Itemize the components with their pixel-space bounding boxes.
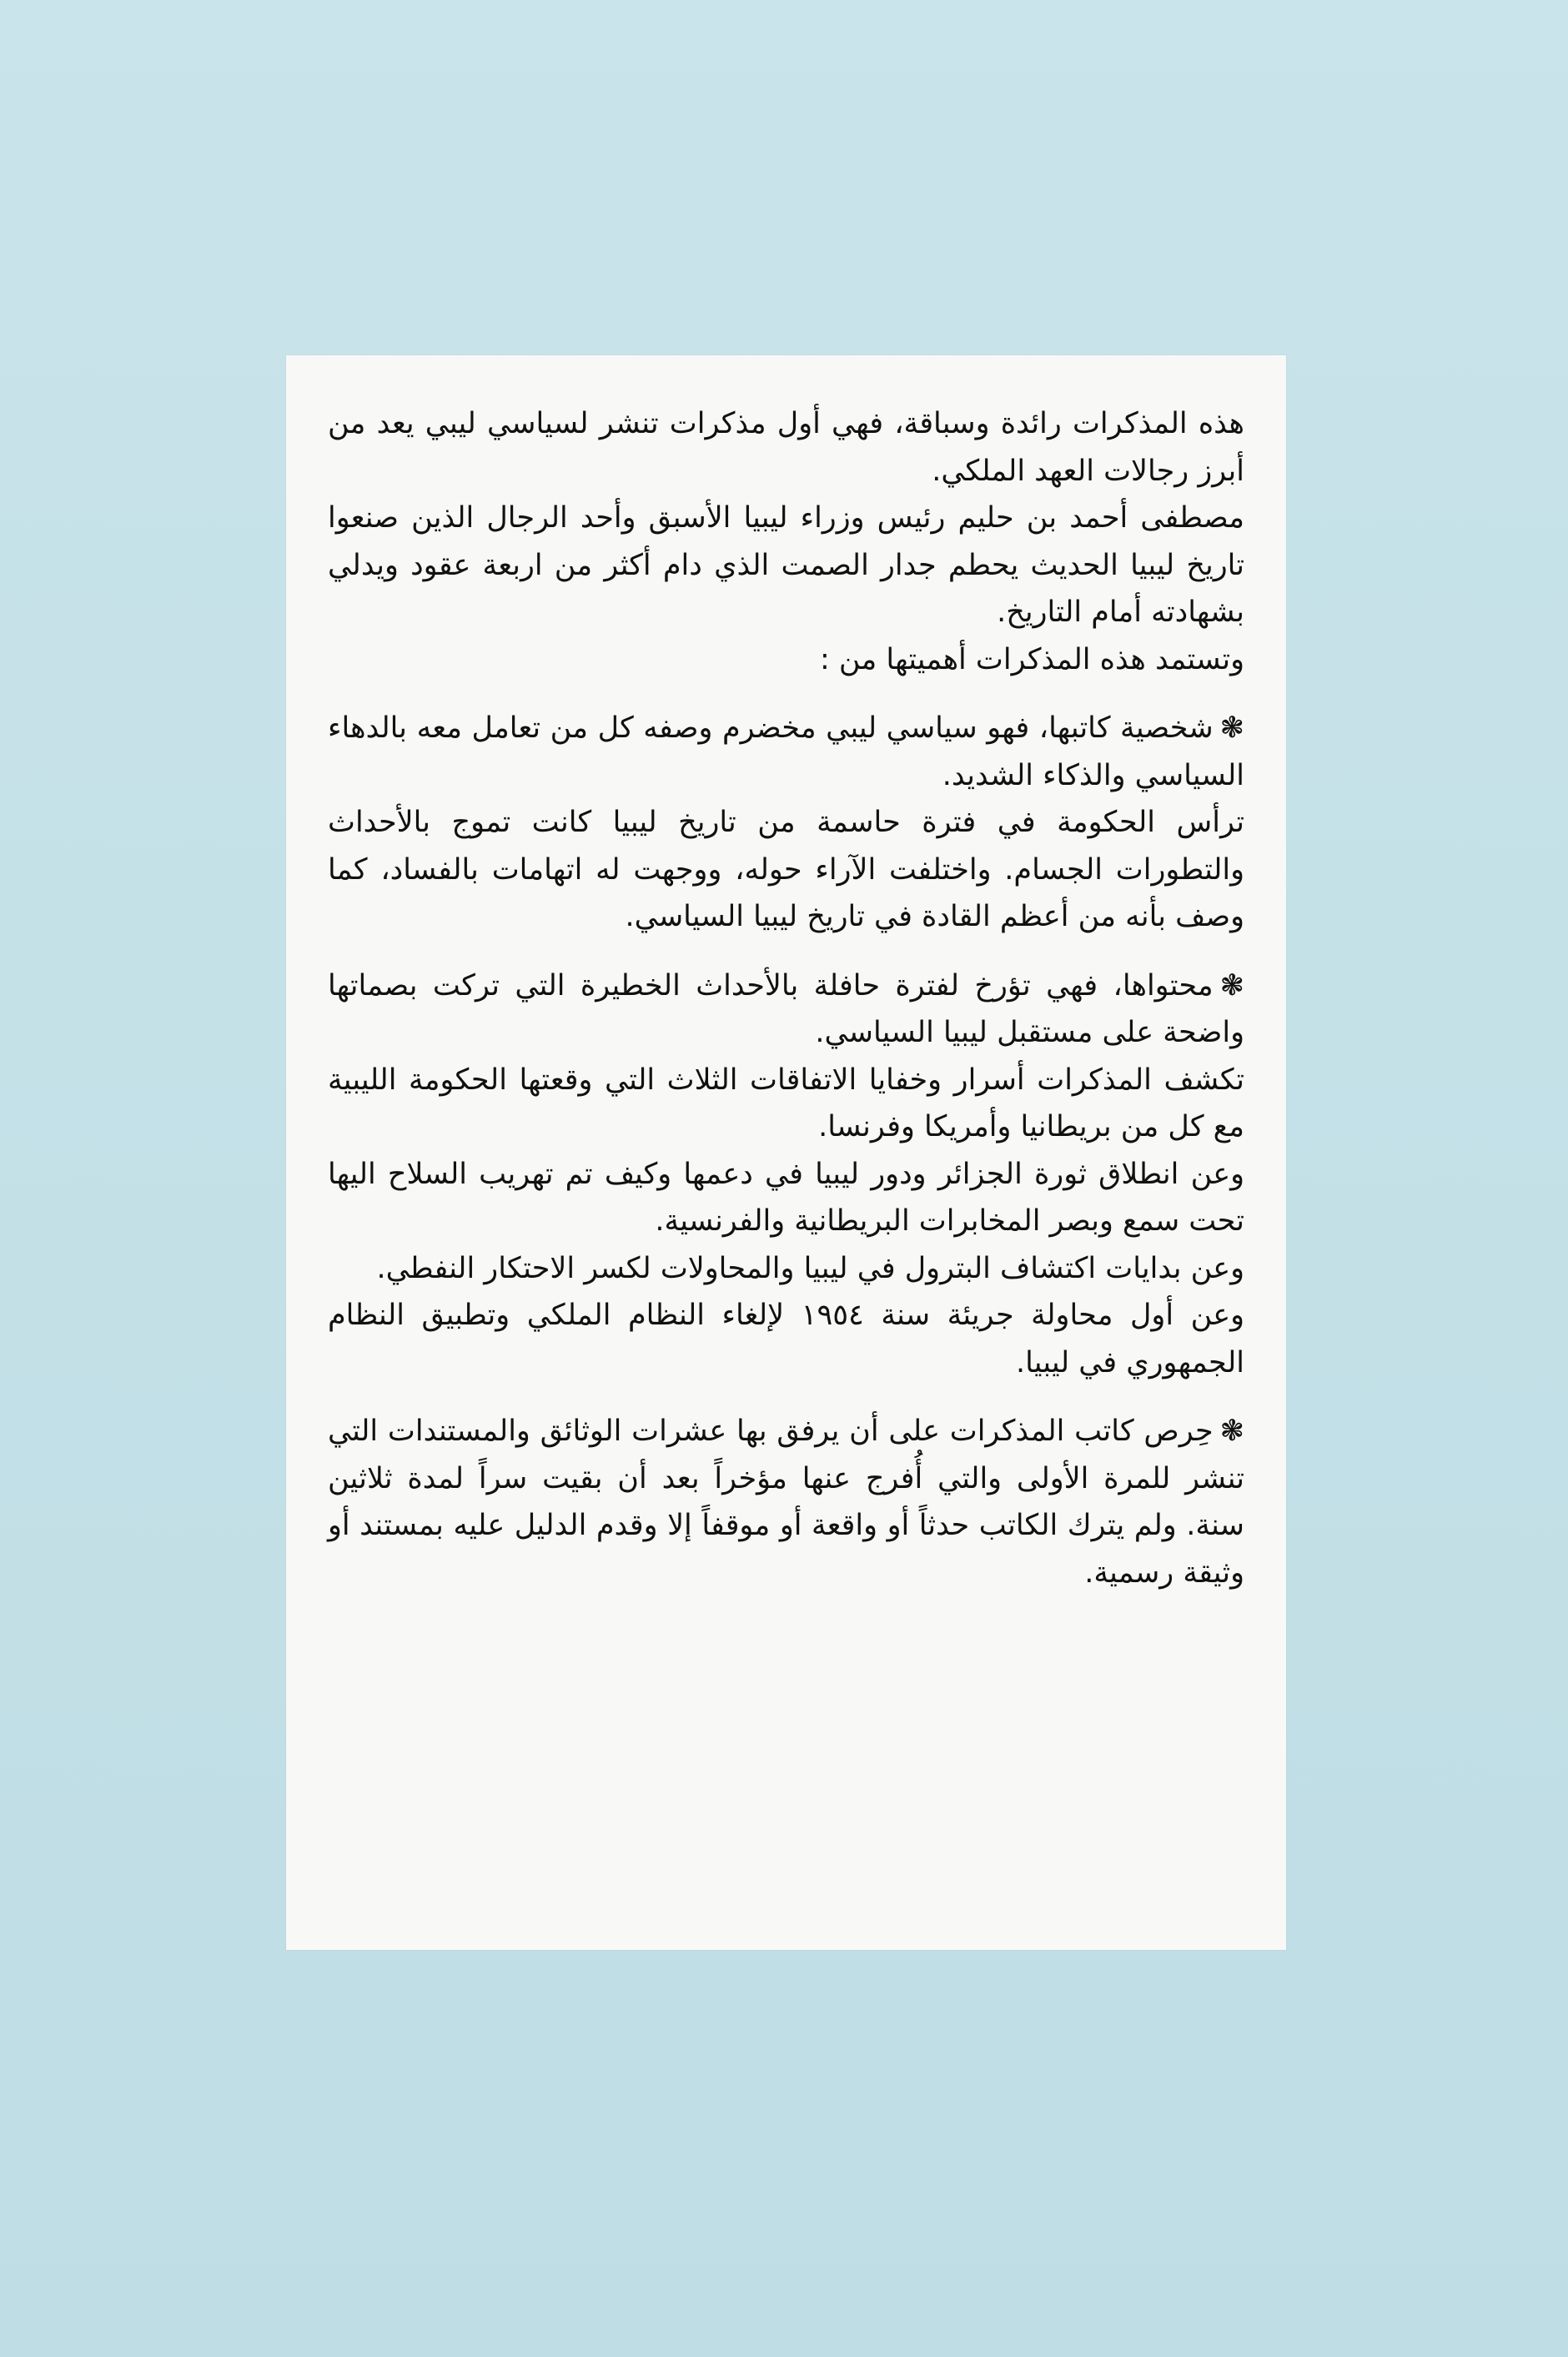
- point-2-agreements: تكشف المذكرات أسرار وخفايا الاتفاقات الثلاث التي وقعتها الحكومة الليبية مع كل من بريطانيا وأمريكا وفرنسا.: [328, 1063, 1244, 1143]
- flower-bullet-icon: ❃: [1219, 711, 1244, 745]
- point-1: [328, 705, 1244, 799]
- flower-bullet-icon: ❃: [1219, 1415, 1244, 1448]
- point-2-oil: وعن بدايات اكتشاف البترول في ليبيا والمحاولات لكسر الاحتكار النفطي.: [376, 1251, 1244, 1285]
- point-2: [328, 962, 1244, 1057]
- point-1-text: شخصية كاتبها، فهو سياسي ليبي مخضرم وصفه كل من تعامل معه بالدهاء السياسي والذكاء الشديد.: [328, 711, 1244, 792]
- author-intro-paragraph: مصطفى أحمد بن حليم رئيس وزراء ليبيا الأسبق وأحد الرجال الذين صنعوا تاريخ ليبيا الحديث يحطم جدار الصمت الذي دام أكثر من اربعة عقود ويدلي بشهادته أمام التاريخ.: [328, 501, 1244, 629]
- point-2-republic: وعن أول محاولة جريئة سنة ١٩٥٤ لإلغاء النظام الملكي وتطبيق النظام الجمهوري في ليبيا.: [328, 1299, 1244, 1380]
- point-2-text: محتواها، فهي تؤرخ لفترة حافلة بالأحداث الخطيرة التي تركت بصماتها واضحة على مستقبل ليبيا السياسي.: [328, 968, 1244, 1049]
- point-1-detail: ترأس الحكومة في فترة حاسمة من تاريخ ليبيا كانت تموج بالأحداث والتطورات الجسام. واختلفت الآراء حوله، ووجهت له اتهامات بالفساد، كما وصف بأنه من أعظم القادة في تاريخ ليبيا السياسي.: [328, 806, 1244, 933]
- point-3-text: حِرص كاتب المذكرات على أن يرفق بها عشرات الوثائق والمستندات التي تنشر للمرة الأولى والتي أُفرج عنها مؤخراً بعد أن بقيت سراً لمدة ثلاثين سنة. ولم يترك الكاتب حدثاً أو واقعة أو موقفاً إلا وقدم الدليل عليه بمستند أو وثيقة رسمية.: [328, 1415, 1244, 1590]
- point-3: [328, 1408, 1244, 1596]
- blurb-panel: [286, 355, 1286, 1950]
- importance-lead: وتستمد هذه المذكرات أهميتها من :: [820, 642, 1244, 676]
- flower-bullet-icon: ❃: [1219, 968, 1244, 1003]
- blurb-text: [328, 400, 1244, 1596]
- point-2-algeria: وعن انطلاق ثورة الجزائر ودور ليبيا في دعمها وكيف تم تهريب السلاح اليها تحت سمع وبصر المخابرات البريطانية والفرنسية.: [328, 1157, 1244, 1238]
- intro-paragraph: هذه المذكرات رائدة وسباقة، فهي أول مذكرات تنشر لسياسي ليبي يعد من أبرز رجالات العهد الملكي.: [328, 407, 1244, 488]
